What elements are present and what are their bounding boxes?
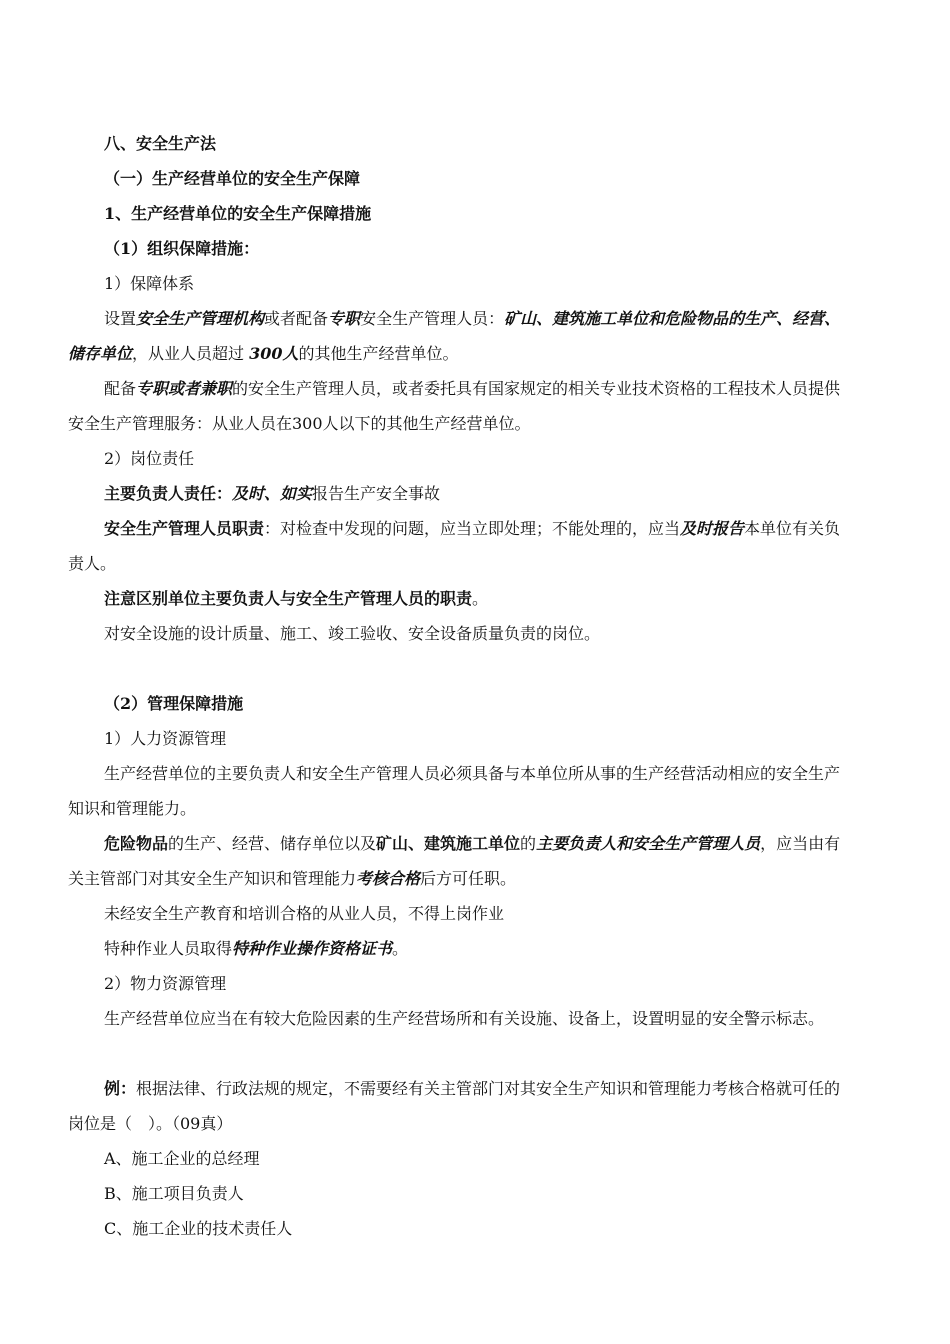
text-run: ：对检查中发现的问题，应当立即处理；不能处理的，应当 [264,519,681,538]
example-label: 例： [104,1079,137,1098]
option-a: A、施工企业的总经理 [104,1149,260,1168]
heading-org-measures: （1）组织保障措施： [104,239,260,258]
paragraph-competence: 生产经营单位的主要负责人和安全生产管理人员必须具备与本单位所从事的生产经营活动相应的安全生产知识和管理能力。 [68,764,841,818]
text-run: 安全生产管理人员： [360,309,505,328]
emphasis-run: 及时、如实 [232,484,313,503]
paragraph-special-operators [68,931,848,966]
text-run: 本单位有关负责人。 [68,519,841,573]
paragraph-training: 未经安全生产教育和培训合格的从业人员，不得上岗作业 [104,904,505,923]
emphasis-run: 专职 [328,309,361,328]
sub-material-resources: 2）物力资源管理 [104,974,227,993]
text-run: 。 [392,939,409,958]
text-run: ，应当由有关主管部门对其安全生产知识和管理能力 [68,834,841,888]
emphasis-run: 考核合格 [356,869,421,888]
emphasis-run: 专职或者兼职 [136,379,233,398]
text-run: 的其他生产经营单位。 [298,344,459,363]
text-run: 特种作业人员取得 [104,939,233,958]
text-run: ，从业人员超过 [132,344,250,363]
paragraph-set-institution [68,301,848,371]
text-run: 后方可任职。 [420,869,517,888]
emphasis-run: 300人 [249,344,299,363]
spacer [68,1036,848,1071]
heading-measures: 1、生产经营单位的安全生产保障措施 [104,204,372,223]
text-run: 的生产、经营、储存单位以及 [168,834,377,853]
heading-subsection-1: （一）生产经营单位的安全生产保障 [104,169,361,188]
paragraph-manager-duty [68,511,848,581]
text-run: 报告生产安全事故 [312,484,441,503]
heading-section-8: 八、安全生产法 [104,134,217,153]
bold-run: 安全生产管理人员职责 [104,519,265,538]
emphasis-run: 安全生产管理机构 [136,309,265,328]
emphasis-run: 主要负责人和安全生产管理人员 [536,834,761,853]
text-run: 配备 [104,379,137,398]
paragraph-warning-signs: 生产经营单位应当在有较大危险因素的生产经营场所和有关设施、设备上，设置明显的安全警示标志。 [104,1009,825,1028]
paragraph-staffing [68,371,848,441]
spacer [68,651,848,686]
emphasis-run: 特种作业操作资格证书 [232,939,393,958]
text-run: 或者配备 [264,309,329,328]
paragraph-note [68,581,848,616]
sub-guarantee-system: 1）保障体系 [104,274,195,293]
text-run: 的 [520,834,537,853]
paragraph-principal-duty [68,476,848,511]
text-run: 的安全生产管理人员，或者委托具有国家规定的相关专业技术资格的工程技术人员提供安全生产管理服务：从业人员在300人以下的其他生产经营单位。 [68,379,841,433]
sub-post-responsibility: 2）岗位责任 [104,449,195,468]
paragraph-assessment [68,826,848,896]
text-run: 设置 [104,309,137,328]
option-c: C、施工企业的技术责任人 [104,1219,293,1238]
heading-mgmt-measures: （2）管理保障措施 [104,694,244,713]
emphasis-run: 矿山、建筑施工单位和危险物品的生产、经营、储存单位 [68,309,841,363]
bold-run: 注意区别单位主要负责人与安全生产管理人员的职责 [104,589,473,608]
example-question [68,1071,848,1141]
document-page [68,126,848,1246]
option-b: B、施工项目负责人 [104,1184,244,1203]
paragraph-facility-post: 对安全设施的设计质量、施工、竣工验收、安全设备质量负责的岗位。 [104,624,601,643]
bold-run: 危险物品 [104,834,169,853]
bold-run: 矿山、建筑施工单位 [376,834,521,853]
emphasis-run: 及时报告 [680,519,745,538]
sub-human-resources: 1）人力资源管理 [104,729,227,748]
text-run: 。 [472,589,489,608]
example-text: 根据法律、行政法规的规定，不需要经有关主管部门对其安全生产知识和管理能力考核合格就可任的岗位是（ ）。（09真） [68,1079,841,1133]
bold-run: 主要负责人责任： [104,484,233,503]
